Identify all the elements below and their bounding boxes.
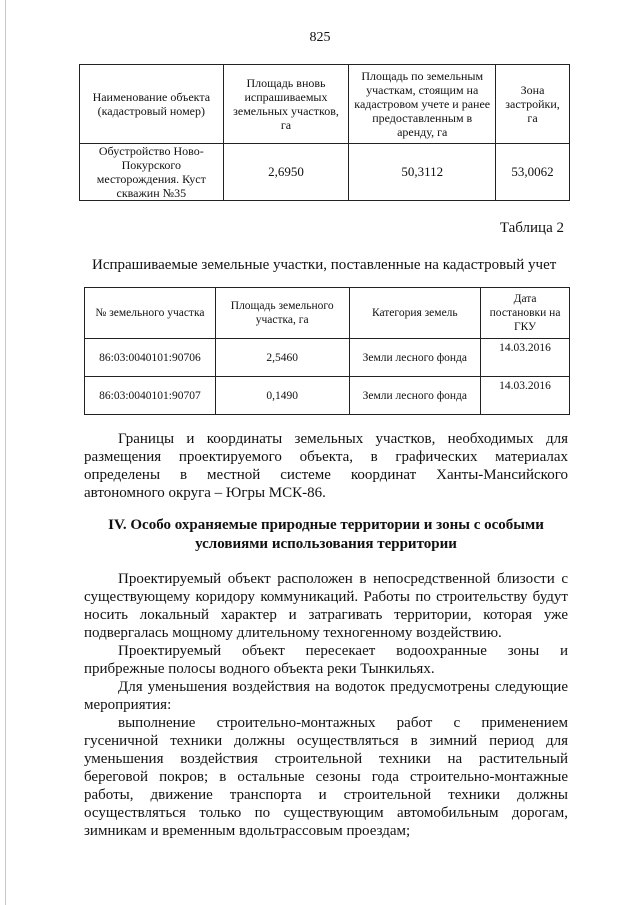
registered-area-cell: 50,3112 [349,144,496,201]
registration-date-cell: 14.03.2016 [481,377,570,415]
text-line: автономного округа – Югры МСК-86. [84,485,326,501]
header-cell: № земельного участка [85,288,216,339]
object-name-cell: Обустройство Ново-Покурского месторождения. Куст скважин №35 [80,144,224,201]
table-header-row [80,65,570,144]
land-category-cell: Земли лесного фонда [349,339,481,377]
header-cell: Площадь вновь испрашиваемых земельных участков, га [223,65,349,144]
header-cell: Дата постановки на ГКУ [481,288,570,339]
header-cell: Площадь по земельным участкам, стоящим на кадастровом учете и ранее предоставленным в аренду, га [349,65,496,144]
section-heading-line: IV. Особо охраняемые природные территории и зоны с особыми [108,517,544,533]
page-edge [5,0,6,905]
text-line: подвергалась мощному длительному техногенному воздействию. [84,625,502,641]
paragraph-boundaries [84,430,568,502]
text-line: размещения проектируемого объекта, в графических материалах [84,449,568,465]
plot-number-cell: 86:03:0040101:90707 [85,377,216,415]
paragraph-measures [84,678,568,714]
header-cell: Зона застройки, га [496,65,570,144]
text-line: Для уменьшения воздействия на водоток предусмотрены следующие [118,679,568,695]
page-number: 825 [309,30,331,45]
header-cell: Категория земель [349,288,481,339]
table-row [80,144,570,201]
section-heading-line: условиями использования территории [195,536,457,552]
zone-area-cell: 53,0062 [496,144,570,201]
table-header-row [85,288,570,339]
section-heading [84,516,568,554]
text-line: осуществляться только по существующим автомобильным дорогам, [84,805,568,821]
plot-number-cell: 86:03:0040101:90706 [85,339,216,377]
text-line: береговой покров; в остальные сезоны года строительно-монтажные [84,769,568,785]
text-line: носить локальный характер и затрагивать территории, которая уже [84,607,568,623]
cadastral-plots-table [84,287,570,415]
text-line: прибрежные полосы водного объекта реки Тынкильях. [84,661,435,677]
plot-area-cell: 0,1490 [215,377,349,415]
plot-area-cell: 2,5460 [215,339,349,377]
table2-title: Испрашиваемые земельные участки, поставленные на кадастровый учет [92,257,557,273]
registration-date-cell: 14.03.2016 [481,339,570,377]
text-line: уменьшения воздействия строительной техники на растительный [84,751,568,767]
text-line: выполнение строительно-монтажных работ с применением [118,715,568,731]
land-category-cell: Земли лесного фонда [349,377,481,415]
text-line: мероприятия: [84,697,172,713]
text-line: определены в местной системе координат Ханты-Мансийского [84,467,568,483]
text-line: гусеничной техники должны осуществляться в зимний период для [84,733,568,749]
text-line: Проектируемый объект пересекает водоохранные зоны и [118,643,568,659]
land-area-table [79,64,570,201]
table-row [85,377,570,415]
text-line: Проектируемый объект расположен в непосредственной близости с [118,571,568,587]
table-row [85,339,570,377]
table2-label: Таблица 2 [499,220,564,236]
paragraph-water-zones [84,642,568,678]
paragraph-object [84,570,568,642]
new-area-cell: 2,6950 [223,144,349,201]
text-line: зимникам и временным вдольтрассовым проездам; [84,823,411,839]
header-cell: Наименование объекта (кадастровый номер) [80,65,224,144]
paragraph-works [84,714,568,840]
text-line: Границы и координаты земельных участков, необходимых для [118,431,568,447]
text-line: работы, движение транспорта и строительной техники должны [84,787,568,803]
text-line: существующему коридору коммуникаций. Работы по строительству будут [84,589,568,605]
header-cell: Площадь земельного участка, га [215,288,349,339]
